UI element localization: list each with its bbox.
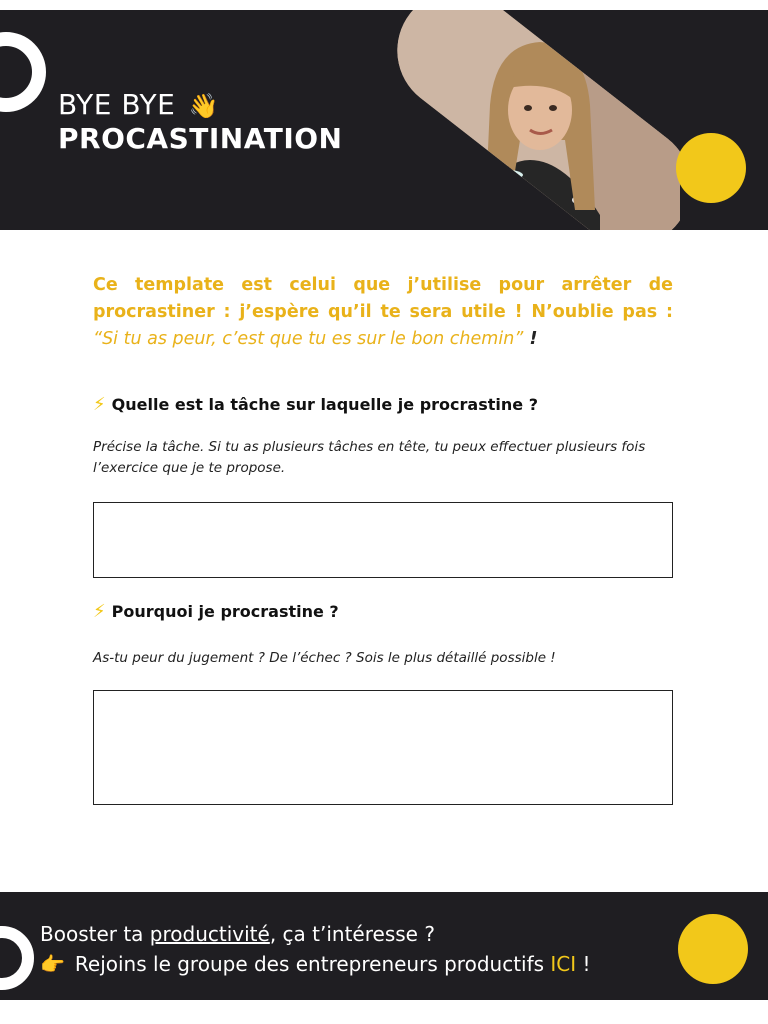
footer-line-1 [40, 922, 435, 946]
lightning-icon: ⚡ [93, 601, 106, 622]
question-2-hint: As-tu peur du jugement ? De l’échec ? Sois le plus détaillé possible ! [93, 650, 556, 666]
intro-paragraph [93, 272, 673, 353]
productivity-link[interactable]: productivité [149, 922, 270, 946]
decorative-ring [0, 32, 46, 112]
footer-line-2 [40, 952, 591, 976]
answer-box-2[interactable] [93, 690, 673, 805]
intro-text: Ce template est celui que j’utilise pour arrêter de procrastiner : j’espère qu’il te sera utile ! N’oublie pas : [93, 275, 673, 322]
waving-hand-icon: 👋 [188, 92, 220, 120]
footer-line2-text: Rejoins le groupe des entrepreneurs productifs [74, 952, 551, 976]
question-1-heading [93, 394, 538, 415]
question-1-hint: Précise la tâche. Si tu as plusieurs tâches en tête, tu peux effectuer plusieurs fois l’exercice que je te propose. [93, 439, 646, 476]
footer-banner [0, 892, 768, 1000]
question-1-label: Quelle est la tâche sur laquelle je procrastine ? [111, 395, 538, 414]
intro-exclamation: ! [523, 329, 538, 349]
answer-box-1[interactable] [93, 502, 673, 578]
decorative-yellow-circle [676, 133, 746, 203]
footer-line1-suffix: , ça t’intéresse ? [269, 922, 435, 946]
decorative-yellow-circle [678, 914, 748, 984]
question-2-heading [93, 601, 339, 622]
header-banner [0, 10, 768, 230]
pointing-hand-icon: 👉 [40, 952, 65, 976]
page-title [58, 88, 342, 155]
decorative-ring [0, 926, 34, 990]
title-line2: PROCASTINATION [58, 122, 343, 155]
intro-quote: “Si tu as peur, c’est que tu es sur le bon chemin” [93, 329, 524, 349]
question-2-label: Pourquoi je procrastine ? [111, 602, 339, 621]
portrait-illustration [380, 10, 680, 230]
lightning-icon: ⚡ [93, 394, 106, 415]
title-line1: BYE BYE [58, 88, 176, 121]
woman-photo-icon [380, 10, 680, 230]
ici-link[interactable]: ICI [550, 952, 577, 976]
footer-line2-suffix: ! [576, 952, 591, 976]
top-margin [0, 0, 768, 10]
footer-line1-prefix: Booster ta [40, 922, 150, 946]
